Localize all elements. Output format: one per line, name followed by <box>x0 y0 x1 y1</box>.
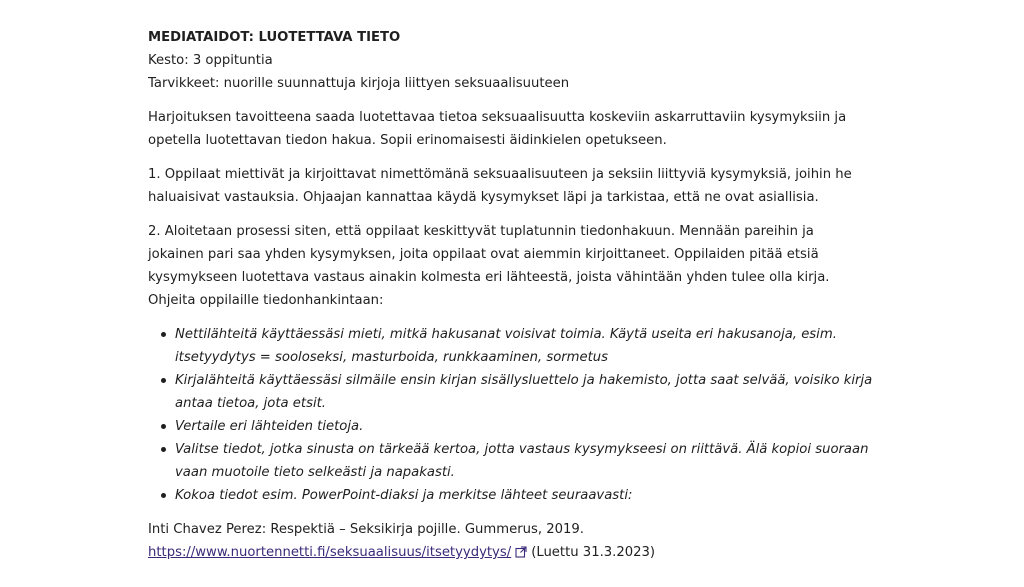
document-body <box>148 26 873 566</box>
list-item <box>175 323 848 369</box>
list-item <box>175 415 848 438</box>
step-1-line: haluaisivat vastauksia. Ohjaajan kannattaa käydä kysymykset läpi ja tarkistaa, että ne ovat asiallisia. <box>148 190 819 205</box>
intro-paragraph <box>148 106 848 152</box>
list-item <box>175 484 848 507</box>
reference-web <box>148 541 848 566</box>
step-2-paragraph <box>148 220 848 312</box>
list-item-line: Valitse tiedot, jotka sinusta on tärkeää kertoa, jotta vastaus kysymykseesi on riittävä. Älä kopioi suoraan <box>175 442 869 457</box>
intro-line: Harjoituksen tavoitteena saada luotettavaa tietoa seksuaalisuutta koskeviin askarruttaviin kysymyksiin ja <box>148 110 847 125</box>
materials-text: Tarvikkeet: nuorille suunnattuja kirjoja liittyen seksuaalisuuteen <box>148 76 570 91</box>
list-item-line: Nettilähteitä käyttäessäsi mieti, mitkä hakusanat voisivat toimia. Käytä useita eri hakusanoja, esim. <box>175 327 837 342</box>
list-item <box>175 369 873 415</box>
step-2-line: jokainen pari saa yhden kysymyksen, joita oppilaat ovat aiemmin kirjoittaneet. Oppilaiden pitää etsiä <box>148 247 819 262</box>
reference-read-date: (Luettu 31.3.2023) <box>531 545 656 560</box>
step-2-line: Ohjeita oppilaille tiedonhankintaan: <box>148 293 384 308</box>
reference-book: Inti Chavez Perez: Respektiä – Seksikirja pojille. Gummerus, 2019. <box>148 522 584 537</box>
reference-link[interactable]: https://www.nuortennetti.fi/seksuaalisuus/itsetyydytys/ <box>148 545 512 560</box>
intro-line: opetella luotettavan tiedon hakua. Sopii erinomaisesti äidinkielen opetukseen. <box>148 133 667 148</box>
list-item-line: Vertaile eri lähteiden tietoja. <box>175 419 364 434</box>
page-title: MEDIATAIDOT: LUOTETTAVA TIETO <box>148 30 401 45</box>
step-1-line: 1. Oppilaat miettivät ja kirjoittavat nimettömänä seksuaalisuuteen ja seksiin liittyviä kysymyksiä, joihin he <box>148 167 852 182</box>
list-item-line: antaa tietoa, jota etsit. <box>175 396 326 411</box>
list-item-line: vaan muotoile tieto selkeästi ja napakasti. <box>175 465 455 480</box>
list-item <box>175 438 869 484</box>
list-item-line: Kirjalähteitä käyttäessäsi silmäile ensin kirjan sisällysluettelo ja hakemisto, jotta saat selvää, voisiko kirja <box>175 373 873 388</box>
list-item-line: itsetyydytys = sooloseksi, masturboida, runkkaaminen, sormetus <box>175 350 609 365</box>
list-item-line: Kokoa tiedot esim. PowerPoint-diaksi ja merkitse lähteet seuraavasti: <box>175 488 633 503</box>
step-1-paragraph <box>148 163 852 209</box>
external-link-icon[interactable] <box>515 543 527 566</box>
step-2-line: 2. Aloitetaan prosessi siten, että oppilaat keskittyvät tuplatunnin tiedonhakuun. Mennään pareihin ja <box>148 224 814 239</box>
duration-text: Kesto: 3 oppituntia <box>148 53 273 68</box>
step-2-line: kysymykseen luotettava vastaus ainakin kolmesta eri lähteestä, joista vähintään yhden tulee olla kirja. <box>148 270 830 285</box>
instructions-list <box>148 323 873 507</box>
